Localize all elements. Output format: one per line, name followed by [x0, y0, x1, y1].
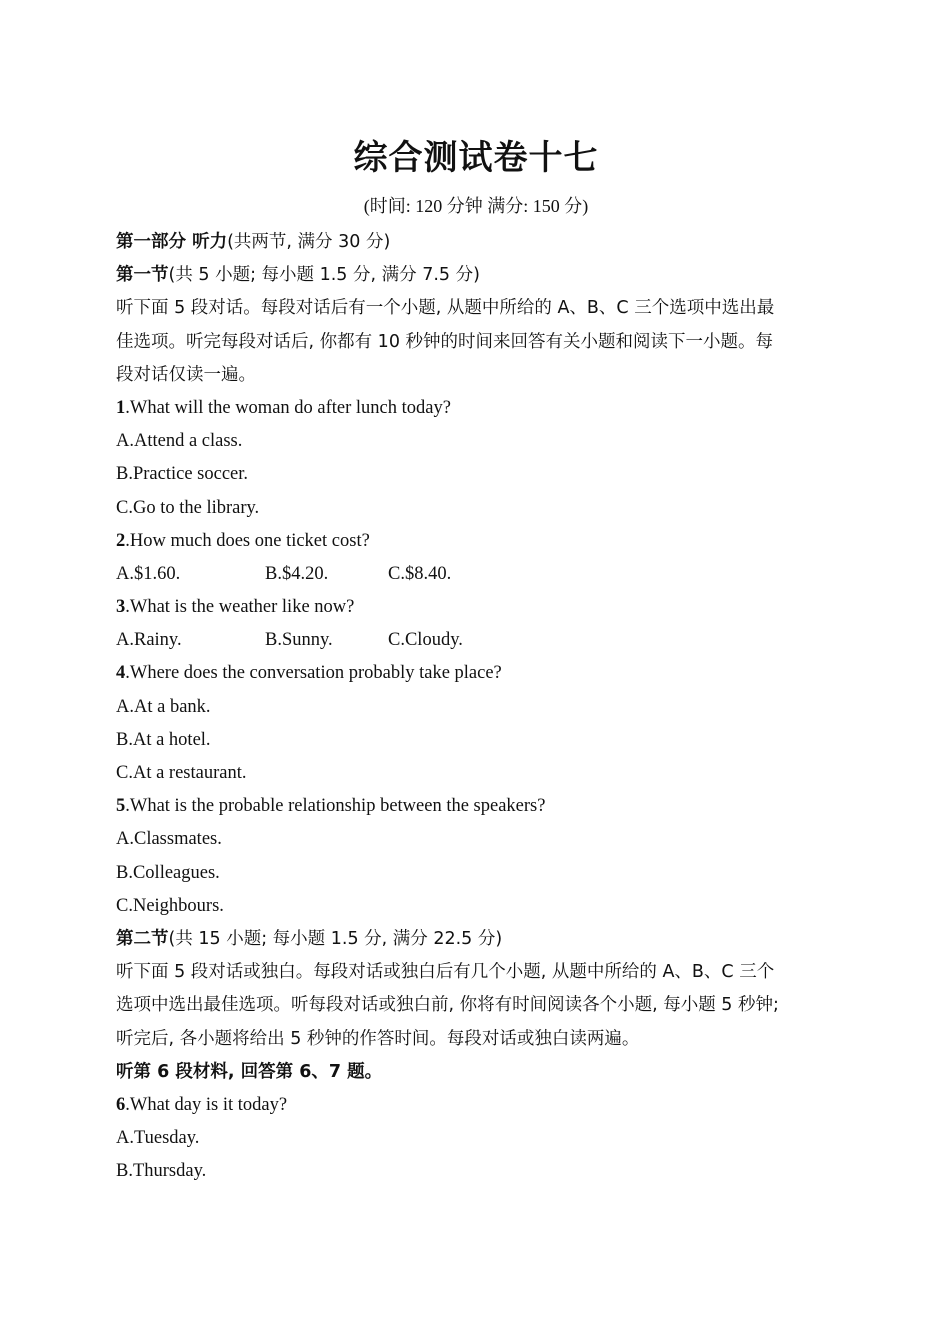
question-2 — [116, 525, 836, 558]
question-number: 6 — [116, 1094, 126, 1115]
question-number: 2 — [116, 530, 126, 551]
question-4 — [116, 657, 836, 690]
options-row — [116, 624, 836, 657]
time-and-score: (时间: 120 分钟 满分: 150 分) — [363, 196, 589, 216]
question-text: .What will the woman do after lunch today? — [125, 397, 451, 418]
option: B.Practice soccer. — [116, 464, 249, 485]
question-number: 3 — [116, 597, 126, 618]
section2-instructions-line: 选项中选出最佳选项。听每段对话或独白前, 你将有时间阅读各个小题, 每小题 5 秒钟; — [116, 995, 779, 1016]
option: A.$1.60. — [116, 563, 181, 584]
section2-heading: 第二节(共 15 小题; 每小题 1.5 分, 满分 22.5 分) — [116, 928, 503, 949]
option: C.At a restaurant. — [116, 763, 247, 783]
option: A.Attend a class. — [116, 431, 243, 452]
option: C.Cloudy. — [388, 630, 463, 651]
question-6 — [116, 1089, 836, 1122]
question-text: .What day is it today? — [125, 1094, 288, 1115]
question-5 — [116, 790, 836, 823]
question-text: .Where does the conversation probably take place? — [125, 663, 502, 684]
question-3 — [116, 591, 836, 624]
section1-instructions-line: 段对话仅读一遍。 — [116, 364, 256, 385]
section1-instructions-line: 听下面 5 段对话。每段对话后有一个小题, 从题中所给的 A、B、C 三个选项中选出最 — [116, 298, 775, 319]
section1-instructions-line: 佳选项。听完每段对话后, 你都有 10 秒钟的时间来回答有关小题和阅读下一小题。每 — [116, 331, 774, 352]
option: A.Classmates. — [116, 829, 222, 850]
option: B.Sunny. — [265, 630, 333, 651]
section1-heading: 第一节(共 5 小题; 每小题 1.5 分, 满分 7.5 分) — [116, 265, 480, 286]
question-number: 1 — [116, 397, 126, 418]
option: C.Neighbours. — [116, 895, 224, 916]
question-1 — [116, 392, 836, 425]
option: B.Thursday. — [116, 1161, 207, 1182]
option: B.$4.20. — [265, 563, 329, 584]
question-text: .What is the weather like now? — [125, 597, 355, 618]
option: A.Rainy. — [116, 630, 182, 651]
material-heading: 听第 6 段材料, 回答第 6、7 题。 — [116, 1061, 383, 1082]
question-number: 4 — [116, 663, 126, 684]
question-text: .How much does one ticket cost? — [125, 530, 370, 551]
option: C.$8.40. — [388, 563, 452, 584]
section2-instructions-line: 听下面 5 段对话或独白。每段对话或独白后有几个小题, 从题中所给的 A、B、C 三个 — [116, 962, 775, 983]
exam-body — [116, 226, 836, 1188]
part1-heading: 第一部分 听力(共两节, 满分 30 分) — [116, 232, 391, 252]
section2-instructions-line: 听完后, 各小题将给出 5 秒钟的作答时间。每段对话或独白读两遍。 — [116, 1028, 640, 1049]
option: A.Tuesday. — [116, 1128, 200, 1149]
page-title: 综合测试卷十七 — [353, 138, 599, 178]
option: B.At a hotel. — [116, 729, 211, 750]
option: B.Colleagues. — [116, 862, 220, 883]
options-row — [116, 558, 836, 591]
question-text: .What is the probable relationship between the speakers? — [125, 796, 546, 817]
question-number: 5 — [116, 796, 126, 817]
option: C.Go to the library. — [116, 497, 260, 518]
option: A.At a bank. — [116, 696, 211, 717]
